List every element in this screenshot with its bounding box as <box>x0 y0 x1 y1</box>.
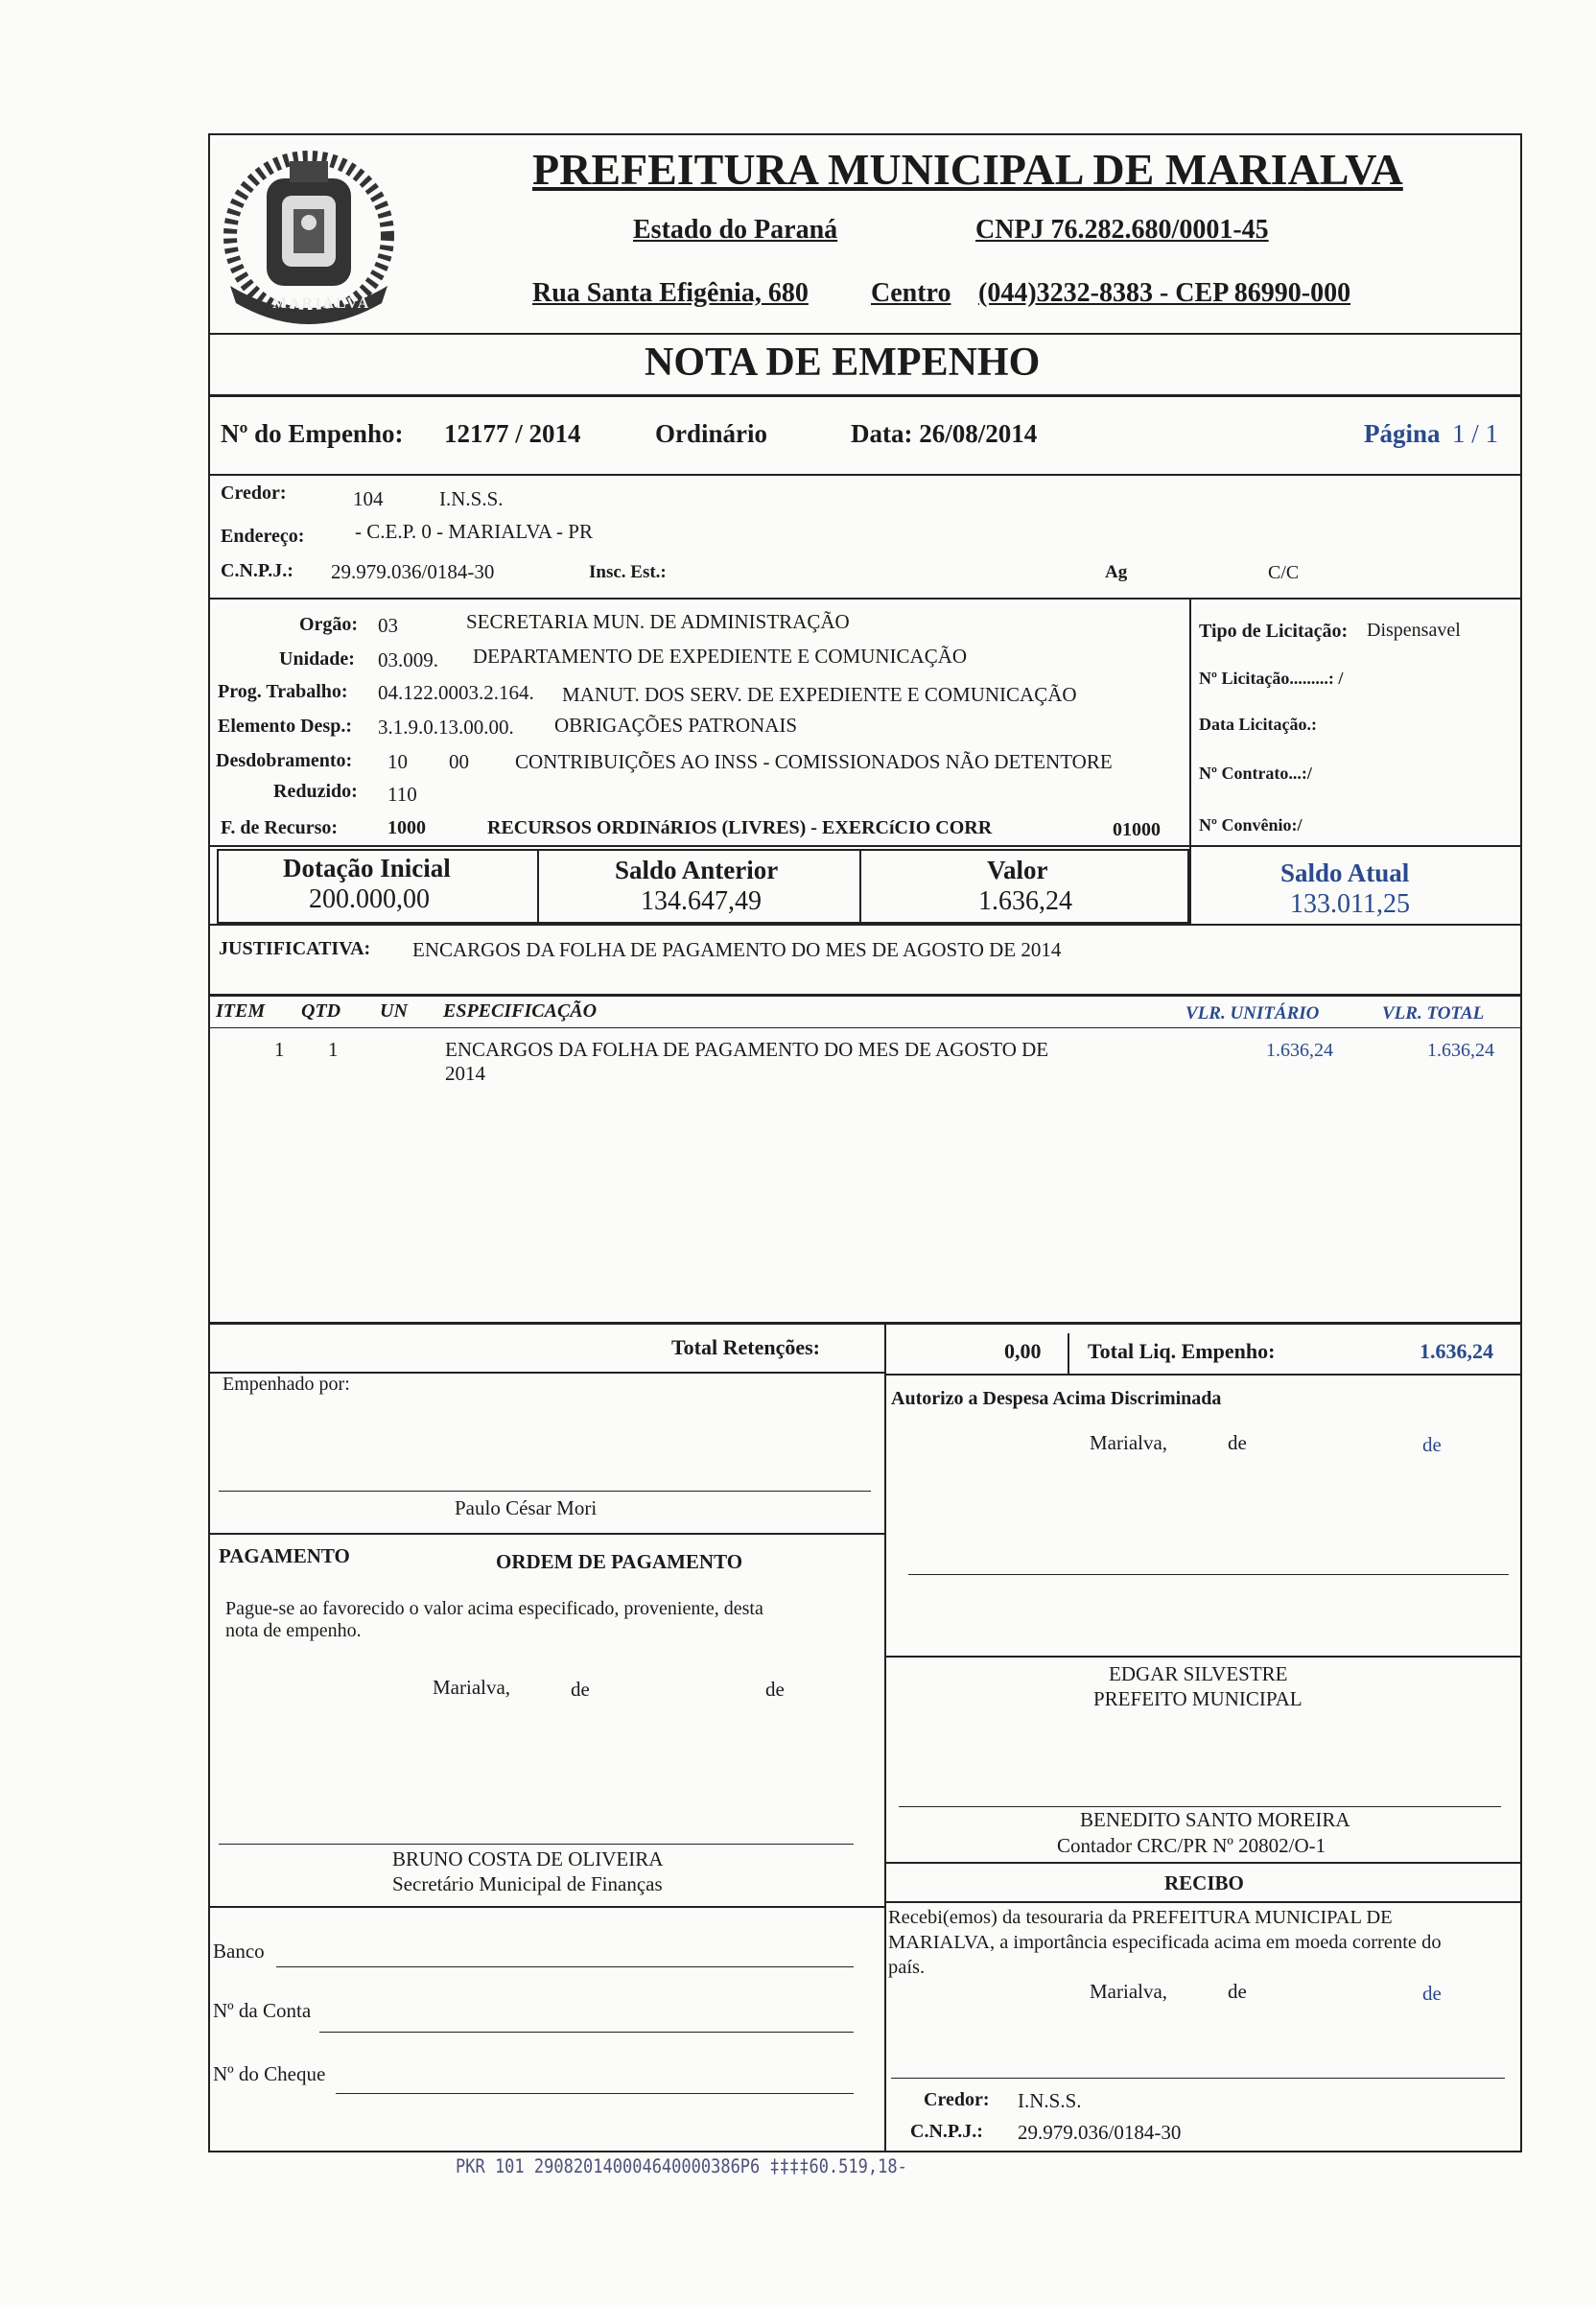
recibo-de2: de <box>1422 1982 1442 2005</box>
unit-col-header: VLR. UNITÁRIO <box>1185 1003 1320 1023</box>
credor-cnpj: 29.979.036/0184-30 <box>331 560 495 583</box>
divider <box>208 1533 884 1535</box>
elemento-name: OBRIGAÇÕES PATRONAIS <box>554 714 798 737</box>
cnpj-header: CNPJ 76.282.680/0001-45 <box>975 215 1269 245</box>
liquido-value: 1.636,24 <box>1420 1339 1493 1363</box>
desdobramento-name: CONTRIBUIÇÕES AO INSS - COMISSIONADOS NÃO DETENTORE <box>515 750 1113 773</box>
desdobramento-code-a: 10 <box>387 750 408 773</box>
qtd-col-header: QTD <box>301 1000 341 1022</box>
elemento-label: Elemento Desp.: <box>218 716 352 737</box>
justificativa-text: ENCARGOS DA FOLHA DE PAGAMENTO DO MES DE AGOSTO DE 2014 <box>412 938 1062 961</box>
document-title: NOTA DE EMPENHO <box>645 341 1041 385</box>
divider <box>208 994 1522 997</box>
valor-label: Valor <box>987 856 1048 884</box>
un-col-header: UN <box>380 1000 408 1022</box>
numero-licitacao: Nº Licitação.........: / <box>1199 669 1344 688</box>
prog-name: MANUT. DOS SERV. DE EXPEDIENTE E COMUNICAÇÃO <box>562 683 1077 706</box>
empenho-type: Ordinário <box>655 419 768 448</box>
autorizo-de2: de <box>1422 1433 1442 1456</box>
credor-code: 104 <box>353 487 384 510</box>
empenhado-name: Paulo César Mori <box>455 1496 598 1519</box>
dotacao-value: 200.000,00 <box>309 884 430 914</box>
orgao-code: 03 <box>378 614 398 637</box>
page-number: 1 / 1 <box>1452 419 1499 448</box>
prefeito-title: PREFEITO MUNICIPAL <box>1093 1687 1303 1710</box>
cheque-label: Nº do Cheque <box>213 2062 326 2085</box>
pagamento-label: PAGAMENTO <box>219 1544 350 1567</box>
divider <box>208 845 1522 847</box>
banco-line <box>276 1966 854 1967</box>
divider <box>208 394 1522 397</box>
conta-label: Nº da Conta <box>213 1999 312 2022</box>
divider-v <box>859 849 861 924</box>
reduzido-label: Reduzido: <box>273 781 358 802</box>
prog-code: 04.122.0003.2.164. <box>378 681 534 704</box>
row-qtd: 1 <box>328 1038 339 1061</box>
recibo-de1: de <box>1228 1980 1247 2003</box>
district: Centro <box>871 278 951 308</box>
pagamento-city: Marialva, <box>433 1676 511 1699</box>
orgao-label: Orgão: <box>299 614 359 635</box>
recibo-cnpj-label: C.N.P.J.: <box>910 2121 983 2142</box>
divider-v <box>537 849 539 924</box>
saldo-anterior-label: Saldo Anterior <box>615 856 779 884</box>
crest-text: MARIALVA <box>272 295 371 312</box>
empenho-label: Nº do Empenho: <box>221 419 404 448</box>
row-total-value: 1.636,24 <box>1427 1040 1494 1061</box>
unidade-label: Unidade: <box>279 648 355 670</box>
spec-col-header: ESPECIFICAÇÃO <box>443 1000 598 1022</box>
unidade-code: 03.009. <box>378 648 438 671</box>
divider <box>208 474 1522 476</box>
divider <box>208 1027 1522 1028</box>
tipo-licitacao-label: Tipo de Licitação: <box>1199 621 1349 642</box>
unidade-name: DEPARTAMENTO DE EXPEDIENTE E COMUNICAÇÃO <box>473 645 968 668</box>
recibo-city: Marialva, <box>1090 1980 1168 2003</box>
recibo-credor: I.N.S.S. <box>1018 2089 1082 2112</box>
pagamento-de2: de <box>765 1678 785 1701</box>
numero-contrato: Nº Contrato...:/ <box>1199 764 1312 783</box>
signature-line <box>219 1491 871 1492</box>
row-unit-value: 1.636,24 <box>1266 1040 1333 1061</box>
conta-line <box>319 2032 854 2033</box>
address: Rua Santa Efigênia, 680 <box>532 278 809 308</box>
retencoes-value: 0,00 <box>1004 1339 1042 1363</box>
banco-label: Banco <box>213 1940 265 1963</box>
divider-v <box>1189 598 1191 924</box>
valor-value: 1.636,24 <box>978 886 1072 916</box>
recurso-name: RECURSOS ORDINáRIOS (LIVRES) - EXERCíCIO CORR <box>487 817 993 838</box>
financas-name: BRUNO COSTA DE OLIVEIRA <box>392 1847 664 1870</box>
pagamento-de1: de <box>571 1678 590 1701</box>
recibo-line2: MARIALVA, a importância especificada acima em moeda corrente do <box>888 1932 1442 1953</box>
signature-line <box>908 1574 1509 1575</box>
desdobramento-code-b: 00 <box>449 750 469 773</box>
cnpj-label: C.N.P.J.: <box>221 560 293 581</box>
retencoes-label: Total Retenções: <box>671 1335 820 1359</box>
divider-v <box>884 1322 886 2152</box>
authentication-code: PKR 101 290820140004640000386P6 ‡‡‡‡60.519,18- <box>456 2155 907 2178</box>
page-title: PREFEITURA MUNICIPAL DE MARIALVA <box>532 145 1403 194</box>
divider <box>208 1906 884 1908</box>
contador-name: BENEDITO SANTO MOREIRA <box>1080 1808 1350 1831</box>
row-spec-line2: 2014 <box>445 1062 485 1085</box>
row-item: 1 <box>274 1038 285 1061</box>
page-label: Página <box>1364 419 1441 448</box>
empenho-number: 12177 / 2014 <box>444 419 581 448</box>
autorizo-city: Marialva, <box>1090 1431 1168 1454</box>
prefeito-name: EDGAR SILVESTRE <box>1109 1662 1288 1685</box>
insc-label: Insc. Est.: <box>589 562 667 582</box>
desdobramento-label: Desdobramento: <box>216 750 353 771</box>
credor-name: I.N.S.S. <box>439 487 504 510</box>
numero-convenio: Nº Convênio:/ <box>1199 815 1303 835</box>
data-licitacao: Data Licitação.: <box>1199 715 1317 734</box>
recibo-cnpj: 29.979.036/0184-30 <box>1018 2121 1182 2144</box>
signature-line <box>891 2078 1505 2079</box>
divider <box>884 1862 1522 1864</box>
dotacao-label: Dotação Inicial <box>283 854 451 882</box>
divider <box>208 924 1522 926</box>
divider <box>884 1656 1522 1658</box>
pagamento-text1: Pague-se ao favorecido o valor acima especificado, proveniente, desta <box>225 1598 763 1619</box>
contador-title: Contador CRC/PR Nº 20802/O-1 <box>1057 1834 1326 1857</box>
total-col-header: VLR. TOTAL <box>1382 1003 1485 1023</box>
row-spec-line1: ENCARGOS DA FOLHA DE PAGAMENTO DO MES DE AGOSTO DE <box>445 1038 1049 1061</box>
recibo-line1: Recebi(emos) da tesouraria da PREFEITURA MUNICIPAL DE <box>888 1907 1393 1928</box>
credor-address: - C.E.P. 0 - MARIALVA - PR <box>355 520 593 543</box>
prog-label: Prog. Trabalho: <box>218 681 348 702</box>
cheque-line <box>336 2093 854 2094</box>
empenhado-label: Empenhado por: <box>223 1374 350 1395</box>
divider <box>208 1322 1522 1325</box>
autorizo-de1: de <box>1228 1431 1247 1454</box>
item-col-header: ITEM <box>216 1000 266 1022</box>
recibo-credor-label: Credor: <box>924 2089 990 2110</box>
recurso-code: 1000 <box>387 817 426 838</box>
phone-cep: (044)3232-8383 - CEP 86990-000 <box>978 278 1351 308</box>
saldo-atual-value: 133.011,25 <box>1290 889 1410 919</box>
ordem-pagamento-label: ORDEM DE PAGAMENTO <box>496 1550 743 1573</box>
divider <box>884 1901 1522 1903</box>
cc-label: C/C <box>1268 562 1300 583</box>
divider <box>884 1374 1522 1376</box>
autorizo-text: Autorizo a Despesa Acima Discriminada <box>891 1388 1222 1409</box>
ag-label: Ag <box>1105 562 1128 582</box>
divider <box>208 598 1522 600</box>
address-label: Endereço: <box>221 526 305 547</box>
divider <box>208 333 1522 335</box>
elemento-code: 3.1.9.0.13.00.00. <box>378 716 514 739</box>
tipo-licitacao-value: Dispensavel <box>1367 620 1461 641</box>
signature-line <box>219 1844 854 1845</box>
recurso-code2: 01000 <box>1113 819 1161 840</box>
state-name: Estado do Paraná <box>633 215 838 245</box>
saldo-anterior-value: 134.647,49 <box>641 886 762 916</box>
credor-label: Credor: <box>221 482 287 504</box>
empenho-date: Data: 26/08/2014 <box>851 419 1038 448</box>
justificativa-label: JUSTIFICATIVA: <box>219 938 371 959</box>
reduzido-value: 110 <box>387 783 417 806</box>
liquido-label: Total Liq. Empenho: <box>1088 1339 1276 1363</box>
signature-line <box>899 1806 1501 1807</box>
divider-v <box>1068 1333 1069 1374</box>
saldo-atual-label: Saldo Atual <box>1280 858 1410 887</box>
pagamento-text2: nota de empenho. <box>225 1620 362 1641</box>
recibo-title: RECIBO <box>1164 1871 1244 1894</box>
orgao-name: SECRETARIA MUN. DE ADMINISTRAÇÃO <box>466 610 850 633</box>
recibo-line3: país. <box>888 1957 926 1978</box>
municipal-crest <box>213 142 405 334</box>
financas-title: Secretário Municipal de Finanças <box>392 1872 663 1895</box>
recurso-label: F. de Recurso: <box>221 817 339 838</box>
